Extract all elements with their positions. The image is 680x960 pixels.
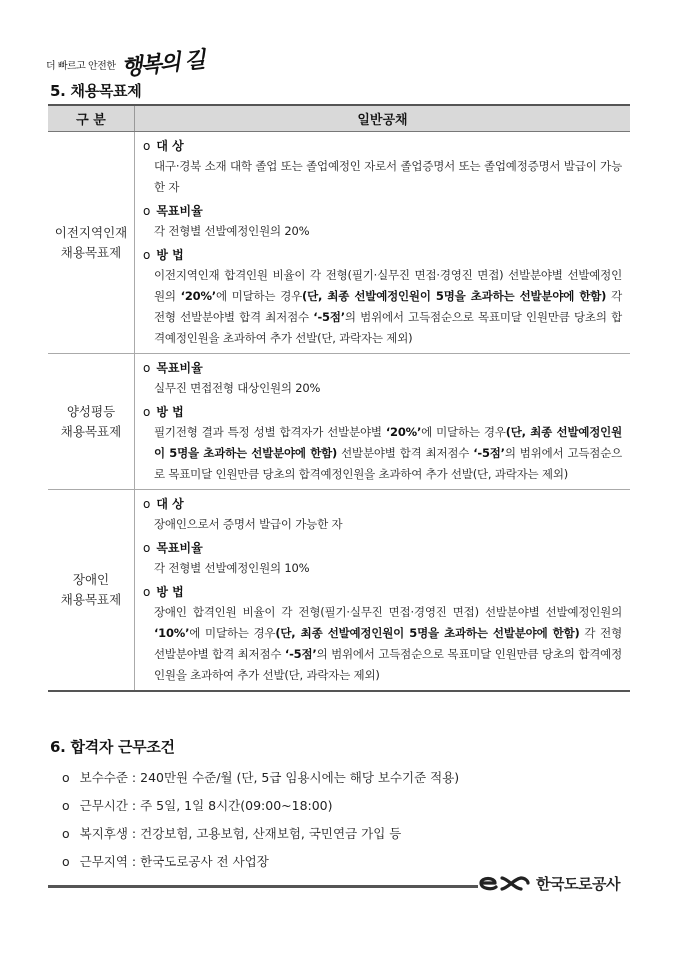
organization-name: 한국도로공사 bbox=[536, 874, 620, 893]
block-method bbox=[143, 582, 622, 686]
list-item bbox=[62, 820, 459, 848]
ex-logo-icon bbox=[478, 872, 530, 894]
list-item-text: 근무시간 : 주 5일, 1일 8시간(09:00~18:00) bbox=[79, 798, 333, 813]
block-heading: 방 법 bbox=[156, 405, 184, 419]
block-heading: 방 법 bbox=[156, 585, 184, 599]
row-category-line1: 장애인 bbox=[72, 572, 110, 587]
block-text: 실무진 면접전형 대상인원의 20% bbox=[154, 381, 321, 395]
bullet-icon: o bbox=[143, 361, 151, 375]
block-ratio bbox=[143, 538, 622, 579]
table-row bbox=[48, 490, 630, 692]
block-text: 각 전형별 선발예정인원의 10% bbox=[154, 561, 310, 575]
list-item bbox=[62, 764, 459, 792]
list-item bbox=[62, 848, 459, 876]
slogan bbox=[46, 44, 206, 82]
row-category-line2: 채용목표제 bbox=[60, 592, 122, 607]
block-text: 대구·경북 소재 대학 졸업 또는 졸업예정인 자로서 졸업증명서 또는 졸업예정증명서 발급이 가능한 자 bbox=[154, 159, 622, 194]
bullet-icon: o bbox=[143, 405, 151, 419]
block-text: 각 전형별 선발예정인원의 20% bbox=[154, 224, 310, 238]
list-item-text: 근무지역 : 한국도로공사 전 사업장 bbox=[79, 854, 269, 869]
bullet-icon: o bbox=[143, 248, 151, 262]
table-row bbox=[48, 354, 630, 490]
block-text: 장애인으로서 증명서 발급이 가능한 자 bbox=[154, 517, 343, 531]
row-category-line1: 양성평등 bbox=[66, 403, 116, 419]
bullet-icon: o bbox=[62, 854, 70, 869]
slogan-calligraphy: 행복의 길 bbox=[120, 46, 206, 82]
footer-logo bbox=[478, 872, 620, 894]
row-category-line2: 채용목표제 bbox=[60, 423, 122, 439]
block-target bbox=[143, 494, 622, 535]
section-5-title: 5. 채용목표제 bbox=[50, 82, 142, 100]
row-category bbox=[48, 132, 135, 354]
section-6-title: 6. 합격자 근무조건 bbox=[50, 738, 175, 756]
bullet-icon: o bbox=[62, 798, 70, 813]
block-text: 장애인 합격인원 비율이 각 전형(필기·실무진 면접·경영진 면접) 선발분야별 선발예정인원의 ‘10%’에 미달하는 경우(단, 최종 선발예정인원이 5명을 초과하는 선발분야에 한함) 각 전형 선발분야별 합격 최저점수 ‘-5점’의 범위에서 고득점순으로 목표미달 인원만큼 당초의 합격예정인원을 초과하여 추가 선발(단, 과락자는 제외) bbox=[154, 605, 623, 682]
block-target bbox=[143, 136, 622, 198]
row-category bbox=[48, 354, 135, 490]
block-heading: 대 상 bbox=[156, 139, 184, 153]
list-item-text: 복지후생 : 건강보험, 고용보험, 산재보험, 국민연금 가입 등 bbox=[79, 826, 402, 841]
bullet-icon: o bbox=[143, 139, 151, 153]
bullet-icon: o bbox=[62, 770, 70, 785]
block-heading: 목표비율 bbox=[156, 204, 203, 218]
block-ratio bbox=[143, 358, 622, 399]
row-category-line1: 이전지역인재 bbox=[54, 224, 128, 240]
list-item bbox=[62, 792, 459, 820]
block-text: 필기전형 결과 특정 성별 합격자가 선발분야별 ‘20%’에 미달하는 경우(단, 최종 선발예정인원이 5명을 초과하는 선발분야에 한함) 선발분야별 합격 최저점수 ‘-5점’의 범위에서 고득점순으로 목표미달 인원만큼 당초의 합격예정인원을 초과하여 추가 선발(단, 과락자는 제외) bbox=[154, 425, 623, 481]
col-header-general: 일반공채 bbox=[135, 105, 631, 132]
row-category-line2: 채용목표제 bbox=[60, 244, 122, 260]
row-body bbox=[135, 132, 631, 354]
block-heading: 방 법 bbox=[156, 248, 184, 262]
bullet-icon: o bbox=[143, 585, 151, 599]
bullet-icon: o bbox=[143, 541, 151, 555]
footer-divider bbox=[48, 885, 478, 888]
bullet-icon: o bbox=[143, 497, 151, 511]
row-category bbox=[48, 490, 135, 692]
quota-table bbox=[48, 104, 630, 692]
block-method bbox=[143, 245, 622, 349]
block-heading: 대 상 bbox=[156, 497, 184, 511]
block-method bbox=[143, 402, 622, 485]
row-body bbox=[135, 490, 631, 692]
block-text: 이전지역인재 합격인원 비율이 각 전형(필기·실무진 면접·경영진 면접) 선발분야별 선발예정인원의 ‘20%’에 미달하는 경우(단, 최종 선발예정인원이 5명을 초과하는 선발분야에 한함) 각 전형 선발분야별 합격 최저점수 ‘-5점’의 범위에서 고득점순으로 목표미달 인원만큼 당초의 합격예정인원을 초과하여 추가 선발(단, 과락자는 제외) bbox=[154, 268, 623, 345]
table-header-row bbox=[48, 105, 630, 132]
col-header-category: 구 분 bbox=[48, 105, 135, 132]
table-row bbox=[48, 132, 630, 354]
slogan-text: 더 빠르고 안전한 bbox=[46, 61, 116, 72]
list-item-text: 보수수준 : 240만원 수준/월 (단, 5급 임용시에는 해당 보수기준 적용) bbox=[79, 770, 460, 785]
row-body bbox=[135, 354, 631, 490]
block-heading: 목표비율 bbox=[156, 541, 203, 555]
bullet-icon: o bbox=[143, 204, 151, 218]
work-conditions-list bbox=[62, 764, 459, 876]
block-ratio bbox=[143, 201, 622, 242]
bullet-icon: o bbox=[62, 826, 70, 841]
block-heading: 목표비율 bbox=[156, 361, 203, 375]
